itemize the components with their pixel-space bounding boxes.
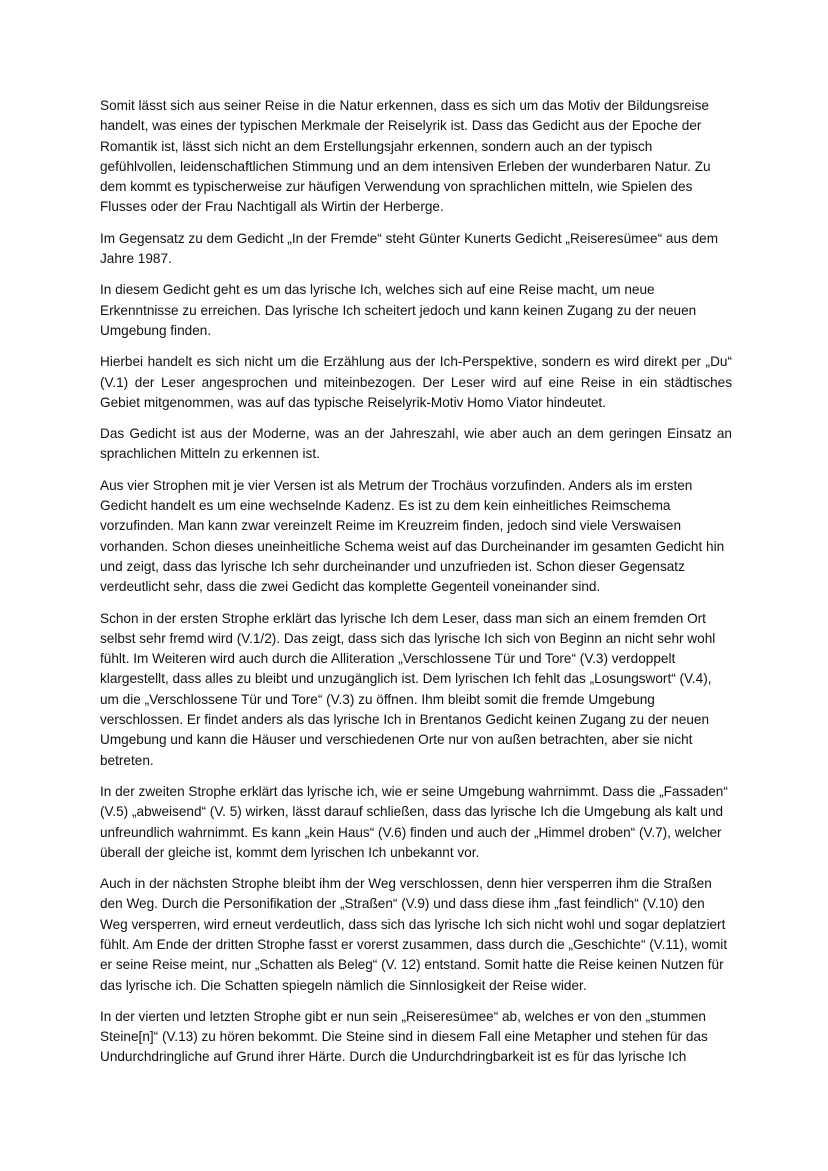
paragraph-7: Schon in der ersten Strophe erklärt das lyrische Ich dem Leser, dass man sich an einem fremden Ort selbst sehr fremd wird (V.1/2). Das zeigt, dass sich das lyrische Ich sich von Beginn an nicht sehr wohl fühlt. Im Weiteren wird auch durch die Alliteration „Verschlossene Tür und Tore“ (V.3) verdoppelt klargestellt, dass alles zu bleibt und unzugänglich ist. Dem lyrischen Ich fehlt das „Losungswort“ (V.4), um die „Verschlossene Tür und Tore“ (V.3) zu öffnen. Ihm bleibt somit die fremde Umgebung verschlossen. Er findet anders als das lyrische Ich in Brentanos Gedicht keinen Zugang zu der neuen Umgebung und kann die Häuser und verschiedenen Orte nur von außen betrachten, aber sie nicht betreten. [100, 610, 716, 768]
paragraph-2: Im Gegensatz zu dem Gedicht „In der Fremde“ steht Günter Kunerts Gedicht „Reiseresümee“ aus dem Jahre 1987. [100, 230, 719, 267]
paragraph-10: In der vierten und letzten Strophe gibt er nun sein „Reiseresümee“ ab, welches er von den „stummen Steine[n]“ (V.13) zu hören bekommt. Die Steine sind in diesem Fall eine Metapher und stehen für das Undurchdringliche auf Grund ihrer Härte. Durch die Undurchdringbarkeit ist es für das lyrische Ich [100, 1008, 708, 1065]
document-page [100, 96, 732, 1079]
paragraph-6: Aus vier Strophen mit je vier Versen ist als Metrum der Trochäus vorzufinden. Anders als im ersten Gedicht handelt es um eine wechselnde Kadenz. Es ist zu dem kein einheitliches Reimschema vorzufinden. Man kann zwar vereinzelt Reime im Kreuzreim finden, jedoch sind viele Verswaisen vorhanden. Schon dieses uneinheitliche Schema weist auf das Durcheinander im gesamten Gedicht hin und zeigt, dass das lyrische Ich sehr durcheinander und unzufrieden ist. Schon dieser Gegensatz verdeutlicht sehr, dass die zwei Gedicht das komplette Gegenteil voneinander sind. [100, 477, 725, 595]
paragraph-4: Hierbei handelt es sich nicht um die Erzählung aus der Ich-Perspektive, sondern es wird direkt per „Du“ (V.1) der Leser angesprochen und miteinbezogen. Der Leser wird auf eine Reise in ein städtisches Gebiet mitgenommen, was auf das typische Reiselyrik-Motiv Homo Viator hindeutet. [100, 354, 732, 410]
paragraph-9: Auch in der nächsten Strophe bleibt ihm der Weg verschlossen, denn hier versperren ihm die Straßen den Weg. Durch die Personifikation der „Straßen“ (V.9) und dass diese ihm „fast feindlich“ (V.10) den Weg versperren, wird erneut verdeutlich, dass sich das lyrische Ich sich nicht wohl und sogar deplatziert fühlt. Am Ende der dritten Strophe fasst er vorerst zusammen, dass durch die „Geschichte“ (V.11), womit er seine Reise meint, nur „Schatten als Beleg“ (V. 12) entstand. Somit hatte die Reise keinen Nutzen für das lyrische ich. Die Schatten spiegeln nämlich die Sinnlosigkeit der Reise wider. [100, 876, 728, 993]
paragraph-8: In der zweiten Strophe erklärt das lyrische ich, wie er seine Umgebung wahrnimmt. Dass die „Fassaden“ (V.5) „abweisend“ (V. 5) wirken, lässt darauf schließen, dass das lyrische Ich die Umgebung als kalt und unfreundlich wahrnimmt. Es kann „kein Haus“ (V.6) finden und auch der „Himmel droben“ (V.7), welcher überall der gleiche ist, kommt dem lyrischen Ich unbekannt vor. [100, 783, 728, 860]
paragraph-1: Somit lässt sich aus seiner Reise in die Natur erkennen, dass es sich um das Motiv der Bildungsreise handelt, was eines der typischen Merkmale der Reiselyrik ist. Dass das Gedicht aus der Epoche der Romantik ist, lässt sich nicht an dem Erstellungsjahr erkennen, sondern auch an der typisch gefühlvollen, leidenschaftlichen Stimmung und an dem intensiven Erleben der wunderbaren Natur. Zu dem kommt es typischerweise zur häufigen Verwendung von sprachlichen mitteln, wie Spielen des Flusses oder der Frau Nachtigall als Wirtin der Herberge. [100, 98, 711, 215]
paragraph-3: In diesem Gedicht geht es um das lyrische Ich, welches sich auf eine Reise macht, um neue Erkenntnisse zu erreichen. Das lyrische Ich scheitert jedoch und kann keinen Zugang zu der neuen Umgebung finden. [100, 282, 697, 338]
paragraph-5: Das Gedicht ist aus der Moderne, was an der Jahreszahl, wie aber auch an dem geringen Einsatz an sprachlichen Mitteln zu erkennen ist. [100, 426, 732, 462]
